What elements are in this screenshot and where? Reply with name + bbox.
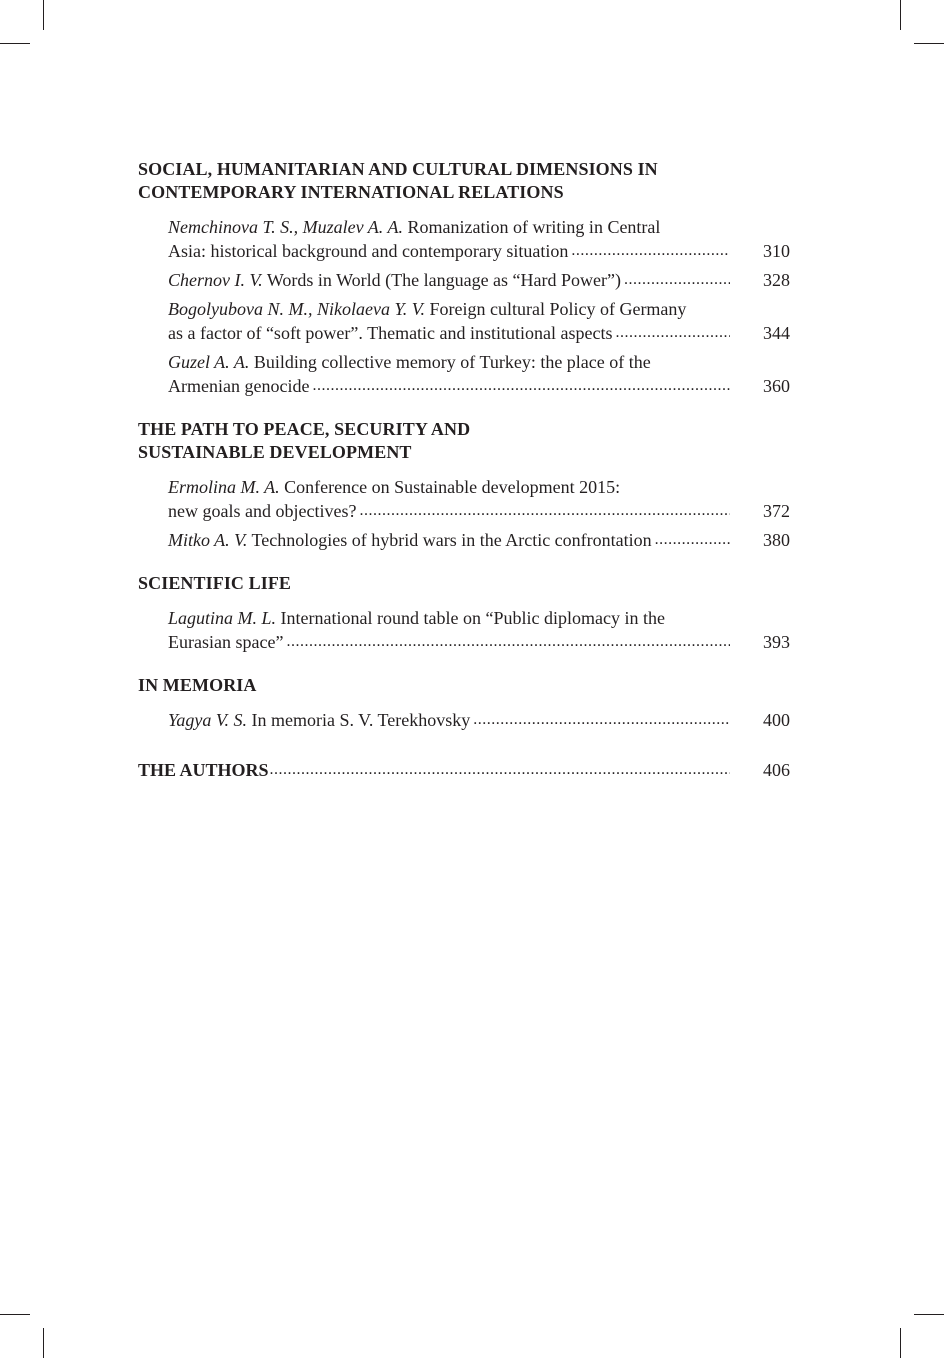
- entry-title-text: [168, 239, 568, 263]
- entry-title-text-rest: Technologies of hybrid wars in the Arctic confrontation: [247, 530, 652, 550]
- entry-title-line-1: [168, 606, 790, 630]
- toc-section: [138, 158, 790, 398]
- section-title: [138, 572, 790, 595]
- toc-section: [138, 572, 790, 654]
- entry-authors: Lagutina M. L.: [168, 608, 277, 628]
- entry-title-last-line: [168, 268, 790, 292]
- crop-mark-top-right-horizontal: [914, 43, 944, 44]
- section-title: [138, 158, 790, 204]
- entry-authors: Ermolina M. A.: [168, 477, 280, 497]
- dot-leader: [624, 268, 730, 292]
- page-number: 400: [763, 710, 790, 730]
- section-title-line: THE PATH TO PEACE, SECURITY AND: [138, 419, 471, 439]
- entry-title-text: [168, 528, 652, 552]
- toc-entry[interactable]: [168, 268, 790, 292]
- dot-leader: [655, 528, 730, 552]
- entry-title-line-1: [168, 215, 790, 239]
- entry-authors: Bogolyubova N. M., Nikolaeva Y. V.: [168, 299, 425, 319]
- table-of-contents: [138, 158, 790, 782]
- entry-title-text: Romanization of writing in Central: [402, 217, 661, 237]
- section-title-line: SUSTAINABLE DEVELOPMENT: [138, 442, 412, 462]
- toc-entry-authors[interactable]: [138, 758, 790, 782]
- dot-leader: [312, 374, 730, 398]
- dot-leader: [286, 630, 730, 654]
- toc-entry[interactable]: [168, 606, 790, 654]
- entry-title-last-line: [168, 321, 790, 345]
- entry-title-text: Foreign cultural Policy of Germany: [424, 299, 687, 319]
- section-title-line: IN MEMORIA: [138, 675, 257, 695]
- section-title: [138, 418, 790, 464]
- crop-mark-bottom-left-horizontal: [0, 1314, 30, 1315]
- dot-leader: [359, 499, 730, 523]
- entry-authors: Mitko A. V.: [168, 530, 248, 550]
- entry-title-text-rest: Words in World (The language as “Hard Power”): [262, 270, 622, 290]
- entry-title-text: International round table on “Public diplomacy in the: [276, 608, 665, 628]
- toc-entry[interactable]: [168, 528, 790, 552]
- entry-title-text-rest: as a factor of “soft power”. Thematic and institutional aspects: [168, 323, 613, 343]
- entry-authors: Yagya V. S.: [168, 710, 248, 730]
- toc-entry[interactable]: [168, 297, 790, 345]
- entry-title-text-rest: In memoria S. V. Terekhovsky: [247, 710, 471, 730]
- crop-mark-top-left-horizontal: [0, 43, 30, 44]
- toc-entry[interactable]: [168, 708, 790, 732]
- page-number: 393: [763, 632, 790, 652]
- entry-title-text-rest: Asia: historical background and contemporary situation: [168, 241, 569, 261]
- entry-authors: Guzel A. A.: [168, 352, 250, 372]
- page-number: 360: [763, 376, 790, 396]
- section-title-line: SOCIAL, HUMANITARIAN AND CULTURAL DIMENSIONS IN: [138, 159, 658, 179]
- entry-title-text: Conference on Sustainable development 2015:: [279, 477, 621, 497]
- entry-title-last-line: [168, 499, 790, 523]
- entry-title-last-line: [168, 374, 790, 398]
- entry-title-text: [168, 708, 470, 732]
- page-number: 328: [763, 270, 790, 290]
- dot-leader: [473, 708, 730, 732]
- page-number: 310: [763, 241, 790, 261]
- entry-list: [138, 708, 790, 732]
- toc-section: [138, 418, 790, 552]
- entry-title-last-line: [168, 630, 790, 654]
- section-title-line: SCIENTIFIC LIFE: [138, 573, 292, 593]
- entry-authors: Chernov I. V.: [168, 270, 263, 290]
- entry-title-text: [168, 630, 283, 654]
- toc-entry[interactable]: [168, 215, 790, 263]
- entry-title-text: [168, 268, 621, 292]
- entry-title-line-1: [168, 350, 790, 374]
- entry-title-line-1: [168, 297, 790, 321]
- page-number: 372: [763, 501, 790, 521]
- entry-title-line-1: [168, 475, 790, 499]
- entry-title-text-rest: Armenian genocide: [168, 376, 310, 396]
- crop-mark-top-left-vertical: [43, 0, 44, 30]
- page-number: 380: [763, 530, 790, 550]
- crop-mark-bottom-right-vertical: [900, 1328, 901, 1358]
- entry-title-text: [168, 321, 613, 345]
- crop-mark-bottom-right-horizontal: [914, 1314, 944, 1315]
- authors-label: THE AUTHORS: [138, 760, 269, 780]
- crop-mark-bottom-left-vertical: [43, 1328, 44, 1358]
- crop-mark-top-right-vertical: [900, 0, 901, 30]
- toc-entry[interactable]: [168, 475, 790, 523]
- entry-title-last-line: [168, 239, 790, 263]
- entry-title-text: [168, 499, 356, 523]
- entry-authors: Nemchinova T. S., Muzalev A. A.: [168, 217, 403, 237]
- section-title-line: CONTEMPORARY INTERNATIONAL RELATIONS: [138, 182, 564, 202]
- toc-entry[interactable]: [168, 350, 790, 398]
- entry-list: [138, 606, 790, 654]
- page-number: 344: [763, 323, 790, 343]
- dot-leader: [571, 239, 730, 263]
- entry-title-text: [168, 374, 309, 398]
- dot-leader: [270, 758, 730, 782]
- dot-leader: [616, 321, 730, 345]
- entry-title-last-line: [168, 708, 790, 732]
- section-title: [138, 674, 790, 697]
- entry-list: [138, 475, 790, 552]
- entry-title-last-line: [168, 528, 790, 552]
- entry-title-text-rest: Eurasian space”: [168, 632, 284, 652]
- toc-section: [138, 674, 790, 732]
- entry-list: [138, 215, 790, 398]
- entry-title-text: Building collective memory of Turkey: the place of the: [249, 352, 651, 372]
- page-number: 406: [763, 760, 790, 780]
- entry-title-text-rest: new goals and objectives?: [168, 501, 357, 521]
